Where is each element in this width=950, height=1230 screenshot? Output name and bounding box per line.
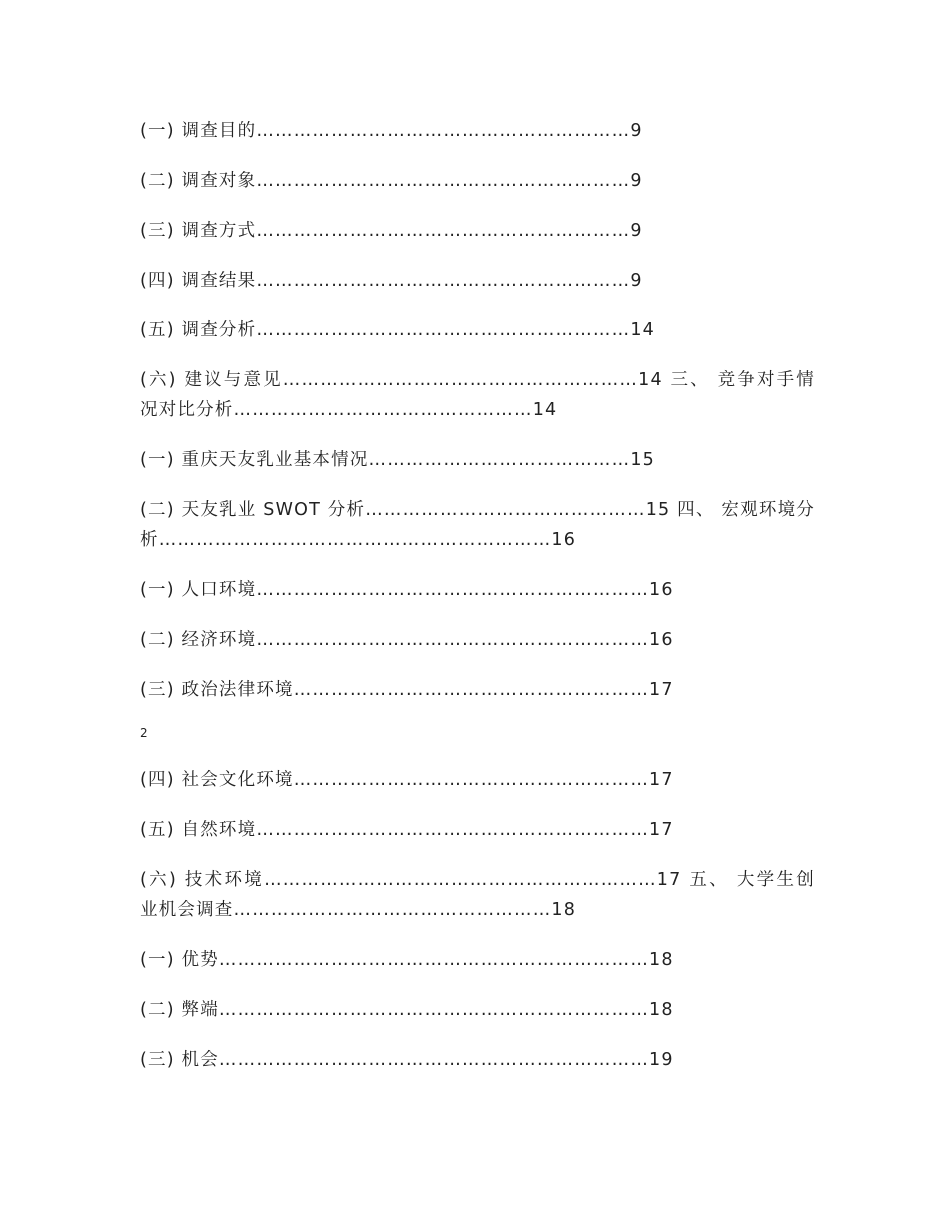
toc-entry: (二) 调查对象……………………………………………………9 xyxy=(140,171,643,191)
toc-entry: (四) 调查结果……………………………………………………9 xyxy=(140,271,643,291)
toc-entry: (五) 调查分析……………………………………………………14 xyxy=(140,320,655,340)
toc-entry: (一) 调查目的……………………………………………………9 xyxy=(140,121,643,141)
toc-entry: (二) 经济环境………………………………………………………16 xyxy=(140,630,674,650)
page-number: 2 xyxy=(140,726,148,740)
toc-entry: (六) 建议与意见…………………………………………………14 三、 竞争对手情况对比分析…………………………………………14 xyxy=(140,370,815,420)
toc-entry: (三) 调查方式……………………………………………………9 xyxy=(140,221,643,241)
toc-entry: (一) 人口环境………………………………………………………16 xyxy=(140,580,674,600)
toc-entry: (二) 弊端……………………………………………………………18 xyxy=(140,1000,674,1020)
toc-entry: (一) 重庆天友乳业基本情况……………………………………15 xyxy=(140,450,655,470)
toc-entry: (二) 天友乳业 SWOT 分析………………………………………15 四、 宏观环境分析………………………………………………………16 xyxy=(140,500,815,550)
toc-entry: (三) 机会……………………………………………………………19 xyxy=(140,1050,674,1070)
toc-entry: (一) 优势……………………………………………………………18 xyxy=(140,950,674,970)
toc-entry: (五) 自然环境………………………………………………………17 xyxy=(140,820,674,840)
toc-entry: (六) 技术环境………………………………………………………17 五、 大学生创业机会调查……………………………………………18 xyxy=(140,870,815,920)
toc-entry: (三) 政治法律环境…………………………………………………17 xyxy=(140,680,674,700)
toc-entry: (四) 社会文化环境…………………………………………………17 xyxy=(140,770,674,790)
